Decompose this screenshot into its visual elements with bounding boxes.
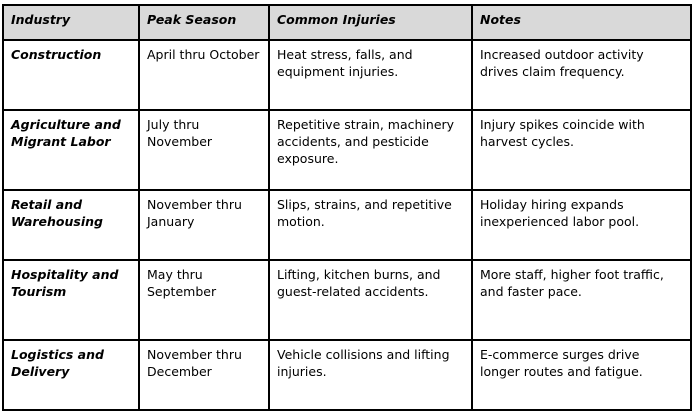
cell-notes: Holiday hiring expands inexperienced labor pool. [472,190,691,260]
cell-peak-season: July thru November [139,110,269,190]
cell-peak-season: November thru January [139,190,269,260]
table-row [3,190,691,260]
table-row [3,40,691,110]
document-page [0,4,692,414]
column-header-industry: Industry [3,5,139,40]
cell-industry: Agriculture and Migrant Labor [3,110,139,190]
cell-industry: Logistics and Delivery [3,340,139,410]
cell-industry: Construction [3,40,139,110]
table-header-row [3,5,691,40]
column-header-notes: Notes [472,5,691,40]
cell-common-injuries: Slips, strains, and repetitive motion. [269,190,472,260]
cell-common-injuries: Repetitive strain, machinery accidents, and pesticide exposure. [269,110,472,190]
seasonal-injury-table [2,4,692,411]
cell-peak-season: November thru December [139,340,269,410]
table-body [3,40,691,410]
cell-peak-season: May thru September [139,260,269,340]
cell-common-injuries: Heat stress, falls, and equipment injuries. [269,40,472,110]
cell-common-injuries: Lifting, kitchen burns, and guest-related accidents. [269,260,472,340]
cell-industry: Hospitality and Tourism [3,260,139,340]
column-header-common-injuries: Common Injuries [269,5,472,40]
cell-industry: Retail and Warehousing [3,190,139,260]
cell-notes: Increased outdoor activity drives claim frequency. [472,40,691,110]
cell-common-injuries: Vehicle collisions and lifting injuries. [269,340,472,410]
cell-notes: Injury spikes coincide with harvest cycles. [472,110,691,190]
cell-notes: E-commerce surges drive longer routes and fatigue. [472,340,691,410]
cell-notes: More staff, higher foot traffic, and faster pace. [472,260,691,340]
table-row [3,340,691,410]
table-row [3,260,691,340]
table-row [3,110,691,190]
column-header-peak-season: Peak Season [139,5,269,40]
cell-peak-season: April thru October [139,40,269,110]
table-header [3,5,691,40]
